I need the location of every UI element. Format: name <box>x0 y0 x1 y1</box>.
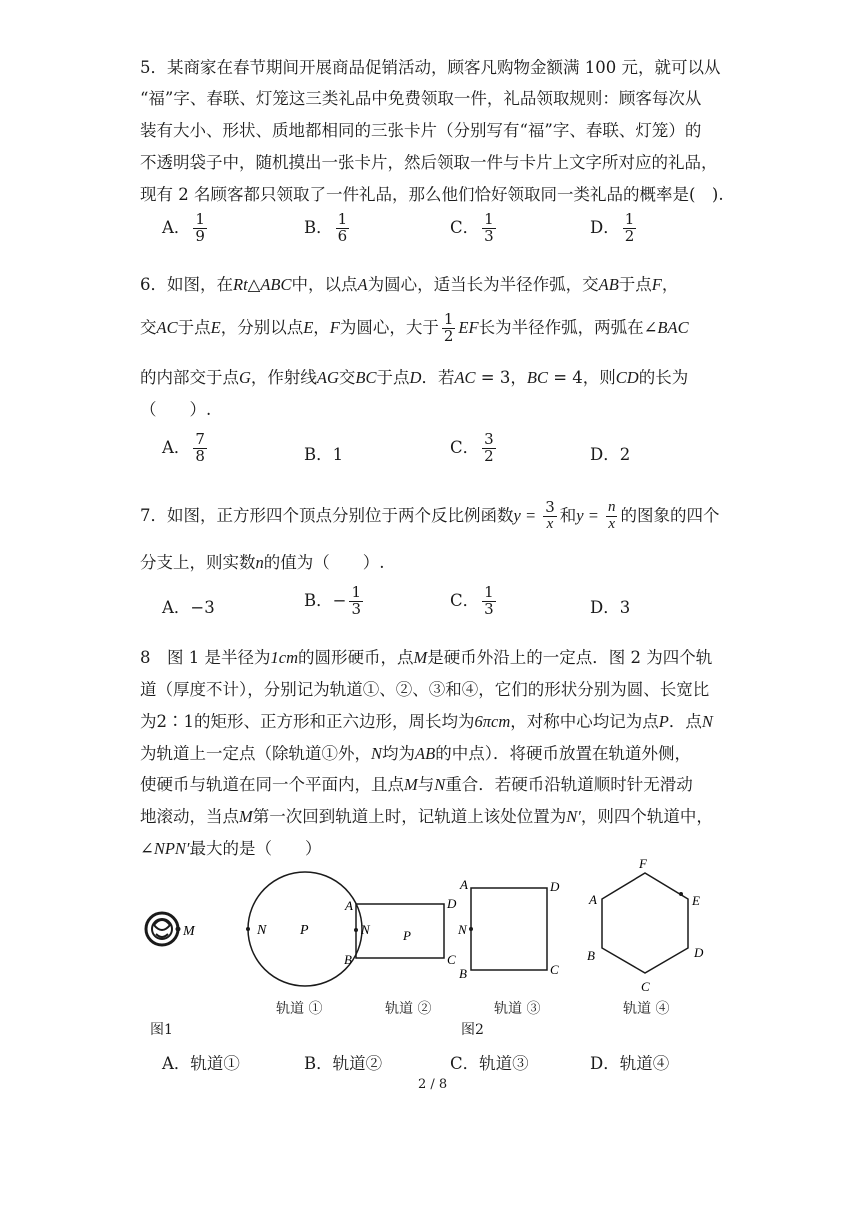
q7-line-2: 分支上，则实数n的值为（ ）. <box>140 553 385 572</box>
t3-d-label: D <box>550 879 560 894</box>
point-m-label: M <box>183 924 195 939</box>
t1-n-label: N <box>257 923 267 938</box>
coin-figure <box>146 913 196 945</box>
q8-line-3: 为2∶1的矩形、正方形和正六边形，周长均为6πcm，对称中心均记为点P．点N <box>140 712 713 731</box>
track-3-square <box>457 877 560 981</box>
q6-option-c[interactable]: C． $\frac{3}{2}$ <box>450 430 494 465</box>
q8-line-5: 使硬币与轨道在同一个平面内，且点M与N重合．若硬币沿轨道顺时针无滑动 <box>140 775 693 794</box>
t4-e-label: E <box>692 893 700 908</box>
t2-c-label: C <box>447 952 456 967</box>
t4-d-label: D <box>694 945 704 960</box>
figure-1-label: 图1 <box>150 1022 173 1038</box>
t3-n-label: N <box>458 922 467 937</box>
t3-c-label: C <box>550 962 559 977</box>
track-1-label: 轨道 ① <box>276 1001 323 1017</box>
q6-option-a[interactable]: A． $\frac{7}{8}$ <box>162 430 205 465</box>
q6-line-1: 6．如图，在Rt△ABC中，以点A为圆心，适当长为半径作弧，交AB于点F， <box>140 275 679 294</box>
q6-line-3: 的内部交于点G，作射线AG交BC于点D．若AC = 3，BC = 4，则CD的长为 <box>140 368 689 387</box>
q7-option-c[interactable]: C． $\frac{1}{3}$ <box>450 583 494 618</box>
q8-option-d[interactable]: D．轨道④ <box>590 1054 670 1073</box>
track-4-label: 轨道 ④ <box>623 1001 670 1017</box>
q8-line-2: 道（厚度不计），分别记为轨道①、②、③和④，它们的形状分别为圆、长宽比 <box>140 680 710 699</box>
q7-option-b[interactable]: B．− $\frac{1}{3}$ <box>304 583 361 618</box>
q7-option-a[interactable]: A．−3 <box>162 598 215 617</box>
q5-option-d[interactable]: D． $\frac{1}{2}$ <box>590 210 635 245</box>
q8-line-1: 8 图 1 是半径为1cm的圆形硬币，点M是硬币外沿上的一定点．图 2 为四个轨 <box>140 648 713 667</box>
t2-d-label: D <box>447 896 457 911</box>
page-number: 2 / 8 <box>418 1077 448 1092</box>
q5-option-b[interactable]: B． $\frac{1}{6}$ <box>304 210 348 245</box>
track-3-label: 轨道 ③ <box>494 1001 541 1017</box>
t3-b-label: B <box>459 966 467 981</box>
q5-option-a[interactable]: A． $\frac{1}{9}$ <box>162 210 205 245</box>
q6-line-2: 交AC于点E，分别以点E，F为圆心，大于 $\frac{1}{2}$ EF长为半径作弧，两弧在∠BAC <box>140 310 689 345</box>
t3-a-label: A <box>460 877 468 892</box>
q5-line-5: 现有 2 名顾客都只领取了一件礼品，那么他们恰好领取同一类礼品的概率是( ). <box>140 185 724 204</box>
q5-option-c[interactable]: C． $\frac{1}{3}$ <box>450 210 494 245</box>
t2-n-label: N <box>361 922 370 937</box>
q5-line-1: 5．某商家在春节期间开展商品促销活动，顾客凡购物金额满 100 元，就可以从 <box>140 58 721 77</box>
track-2-label: 轨道 ② <box>385 1001 432 1017</box>
q5-line-4: 不透明袋子中，随机摸出一张卡片，然后领取一件与卡片上文字所对应的礼品， <box>140 153 718 172</box>
t2-p-label: P <box>403 928 411 943</box>
q6-option-b[interactable]: B．1 <box>304 445 344 464</box>
q6-option-d[interactable]: D．2 <box>590 445 631 464</box>
t4-f-label: F <box>639 856 647 871</box>
track-4-hexagon <box>587 856 704 994</box>
track-1-circle <box>246 872 362 986</box>
q5-line-2: “福”字、春联、灯笼这三类礼品中免费领取一件，礼品领取规则：顾客每次从 <box>140 89 702 108</box>
q8-line-7: ∠NPN′最大的是（ ） <box>140 839 322 858</box>
q8-line-4: 为轨道上一定点（除轨道①外，N均为AB的中点）．将硬币放置在轨道外侧， <box>140 744 691 763</box>
q8-option-a[interactable]: A．轨道① <box>162 1054 240 1073</box>
q7-line-1: 7．如图，正方形四个顶点分别位于两个反比例函数y = $\frac{3}{x}$ 和y = $\frac{n}{x}$ 的图象的四个 <box>140 498 720 532</box>
q8-option-c[interactable]: C．轨道③ <box>450 1054 529 1073</box>
t1-p-label: P <box>300 923 309 938</box>
figure-2-label: 图2 <box>461 1022 484 1038</box>
t4-c-label: C <box>641 979 650 994</box>
q7-option-d[interactable]: D．3 <box>590 598 631 617</box>
t2-a-label: A <box>345 898 353 913</box>
q8-line-6: 地滚动，当点M第一次回到轨道上时，记轨道上该处位置为N′，则四个轨道中， <box>140 807 713 826</box>
t2-b-label: B <box>344 952 352 967</box>
t4-b-label: B <box>587 948 595 963</box>
track-2-rectangle <box>344 896 457 967</box>
q5-line-3: 装有大小、形状、质地都相同的三张卡片（分别写有“福”字、春联、灯笼）的 <box>140 121 702 140</box>
q6-line-4: （ ）. <box>140 400 212 419</box>
q8-option-b[interactable]: B．轨道② <box>304 1054 383 1073</box>
t4-a-label: A <box>589 892 597 907</box>
